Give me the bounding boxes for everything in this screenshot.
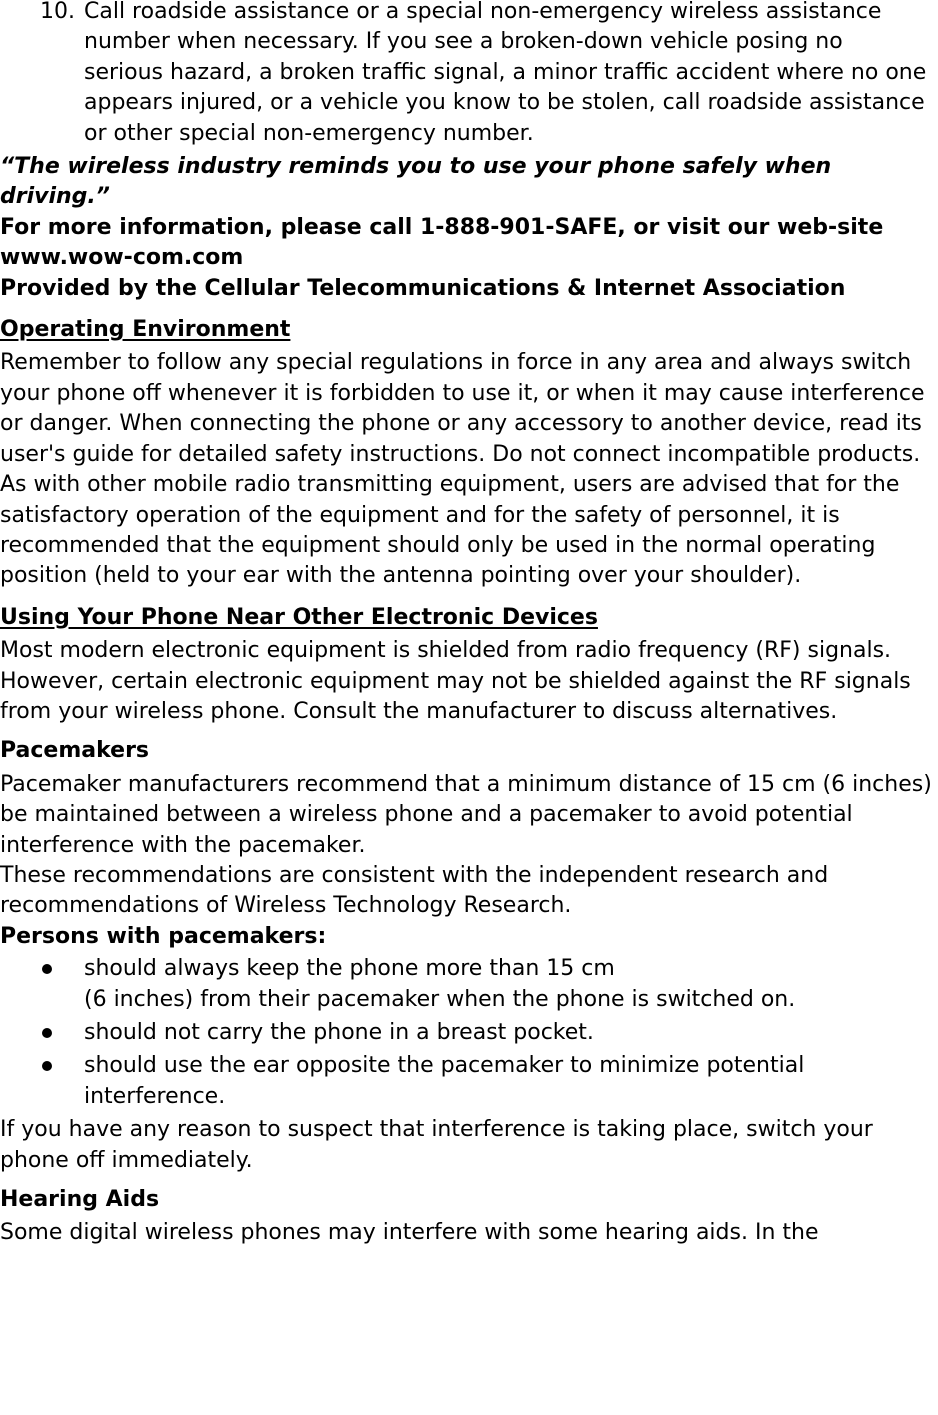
bullet-text-line-2: (6 inches) from their pacemaker when the phone is switched on. [84,986,796,1012]
electronic-devices-heading: Using Your Phone Near Other Electronic Devices [0,604,598,630]
operating-environment-heading: Operating Environment [0,317,291,343]
persons-with-pacemakers-heading: Persons with pacemakers: [0,923,327,949]
bullet-text: should use the ear opposite the pacemaker to minimize potential interference. [84,1053,805,1109]
operating-paragraph-2: As with other mobile radio transmitting equipment, users are advised that for the satisfactory operation of the equipment and for the safety of personnel, it is recommended that the equipment should only be used in the normal operating position (held to your ear with the antenna pointing over your shoulder). [0,472,900,589]
pacemakers-paragraph-2: These recommendations are consistent with the independent research and recommendations of Wireless Technology Research. [0,862,829,919]
bullet-item [0,1051,938,1112]
electronic-paragraph-1: Most modern electronic equipment is shielded from radio frequency (RF) signals. However, certain electronic equipment may not be shielded against the RF signals from your wireless phone. Consult the manufacturer to discuss alternatives. [0,638,911,724]
bullet-dot-icon [42,964,52,974]
operating-paragraph-1: Remember to follow any special regulations in force in any area and always switch your phone off whenever it is forbidden to use it, or when it may cause interference or danger. When connecting the phone or any accessory to another device, read its user's guide for detailed safety instructions. Do not connect incompatible products. [0,350,925,467]
bullet-item [0,1018,938,1048]
pacemakers-paragraph-3: If you have any reason to suspect that interference is taking place, switch your phone off immediately. [0,1117,873,1173]
bullet-text: should not carry the phone in a breast pocket. [84,1020,594,1045]
provided-by-text: Provided by the Cellular Telecommunications & Internet Association [0,275,846,301]
hearing-aids-heading: Hearing Aids [0,1187,160,1213]
pacemakers-paragraph-1: Pacemaker manufacturers recommend that a minimum distance of 15 cm (6 inches) be maintained between a wireless phone and a pacemaker to avoid potential interference with the pacemaker. [0,771,932,858]
more-info-text: For more information, please call 1-888-901-SAFE, or visit our web-site www.wow-com.com [0,214,884,271]
numbered-item-10 [0,0,938,149]
bullet-dot-icon [42,1028,52,1038]
pacemaker-bullet-list [0,954,938,1112]
item-text: Call roadside assistance or a special non-emergency wireless assistance number when necessary. If you see a broken-down vehicle posing no serious hazard, a broken traffic signal, a minor traffic accident where no one appears injured, or a vehicle you know to be stolen, call roadside assistance or other special non-emergency number. [84,0,927,146]
hearing-aids-paragraph-1: Some digital wireless phones may interfere with some hearing aids. In the [0,1220,819,1246]
bullet-dot-icon [42,1061,52,1071]
item-number: 10. [40,0,75,24]
bullet-text-line-1: should always keep the phone more than 15 cm [84,956,615,982]
safety-reminder: “The wireless industry reminds you to use your phone safely when driving.” [0,154,832,210]
pacemakers-heading: Pacemakers [0,738,150,764]
bullet-item [0,954,938,1015]
